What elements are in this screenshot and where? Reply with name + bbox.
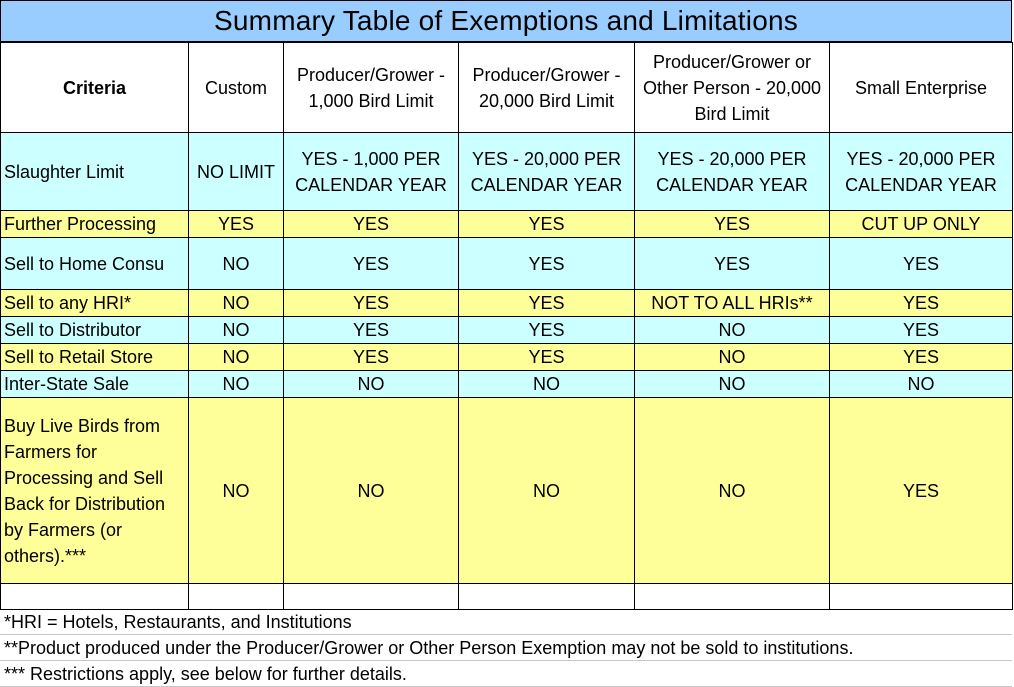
- table-cell: YES - 20,000 PER CALENDAR YEAR: [830, 133, 1013, 211]
- blank-row: [1, 584, 1013, 610]
- table-cell: NO: [635, 398, 830, 584]
- header-producer-1000: Producer/Grower - 1,000 Bird Limit: [284, 43, 459, 133]
- header-custom: Custom: [189, 43, 284, 133]
- footnotes: [0, 609, 1012, 687]
- table-row: [1, 238, 1013, 290]
- row-label: Slaughter Limit: [1, 133, 189, 211]
- header-criteria: Criteria: [1, 43, 189, 133]
- table-cell: YES: [284, 317, 459, 344]
- table-cell: NO: [189, 398, 284, 584]
- footnote-restrictions: *** Restrictions apply, see below for further details.: [0, 661, 1012, 687]
- table-row: [1, 398, 1013, 584]
- row-label: Sell to Retail Store: [1, 344, 189, 371]
- empty-cell: [830, 584, 1013, 610]
- table-cell: NO: [189, 371, 284, 398]
- table-cell: YES: [189, 211, 284, 238]
- row-label: Inter-State Sale: [1, 371, 189, 398]
- table-cell: YES: [459, 290, 635, 317]
- table-cell: YES - 20,000 PER CALENDAR YEAR: [459, 133, 635, 211]
- table-cell: YES: [830, 344, 1013, 371]
- table-cell: NO: [284, 398, 459, 584]
- table-cell: CUT UP ONLY: [830, 211, 1013, 238]
- footnote-hri: *HRI = Hotels, Restaurants, and Institutions: [0, 609, 1012, 635]
- row-label: Further Processing: [1, 211, 189, 238]
- table-cell: YES: [459, 344, 635, 371]
- row-label: Sell to Distributor: [1, 317, 189, 344]
- empty-cell: [635, 584, 830, 610]
- table-row: [1, 133, 1013, 211]
- exemptions-table: [0, 42, 1013, 610]
- table-cell: NO: [830, 371, 1013, 398]
- table-cell: YES: [830, 238, 1013, 290]
- table-row: [1, 317, 1013, 344]
- table-cell: NO: [189, 290, 284, 317]
- table-cell: YES: [459, 238, 635, 290]
- table-cell: NO: [189, 238, 284, 290]
- table-cell: YES: [830, 317, 1013, 344]
- empty-cell: [1, 584, 189, 610]
- table-cell: NOT TO ALL HRIs**: [635, 290, 830, 317]
- row-label: Sell to Home Consu: [1, 238, 189, 290]
- header-producer-20000: Producer/Grower - 20,000 Bird Limit: [459, 43, 635, 133]
- table-cell: YES: [459, 317, 635, 344]
- header-small-enterprise: Small Enterprise: [830, 43, 1013, 133]
- table-cell: YES: [830, 290, 1013, 317]
- row-label: Sell to any HRI*: [1, 290, 189, 317]
- table-title: Summary Table of Exemptions and Limitations: [0, 0, 1012, 42]
- empty-cell: [284, 584, 459, 610]
- empty-cell: [189, 584, 284, 610]
- table-cell: YES: [284, 211, 459, 238]
- table-cell: NO: [284, 371, 459, 398]
- table-row: [1, 371, 1013, 398]
- table-cell: YES: [635, 211, 830, 238]
- header-row: [1, 43, 1013, 133]
- table-cell: NO LIMIT: [189, 133, 284, 211]
- row-label: Buy Live Birds from Farmers for Processing and Sell Back for Distribution by Farmers (or others).***: [1, 398, 189, 584]
- table-cell: NO: [635, 344, 830, 371]
- table-cell: YES: [459, 211, 635, 238]
- table-cell: YES: [284, 238, 459, 290]
- footnote-institutions: **Product produced under the Producer/Grower or Other Person Exemption may not be sold to institutions.: [0, 635, 1012, 661]
- table-cell: NO: [189, 317, 284, 344]
- table-cell: YES - 20,000 PER CALENDAR YEAR: [635, 133, 830, 211]
- table-cell: YES: [830, 398, 1013, 584]
- empty-cell: [459, 584, 635, 610]
- table-row: [1, 344, 1013, 371]
- table-cell: NO: [635, 371, 830, 398]
- table-cell: NO: [635, 317, 830, 344]
- table-cell: YES: [635, 238, 830, 290]
- table-cell: NO: [459, 398, 635, 584]
- header-producer-other: Producer/Grower or Other Person - 20,000 Bird Limit: [635, 43, 830, 133]
- table-cell: YES: [284, 344, 459, 371]
- table-cell: NO: [459, 371, 635, 398]
- table-row: [1, 290, 1013, 317]
- table-cell: YES: [284, 290, 459, 317]
- table-row: [1, 211, 1013, 238]
- table-cell: NO: [189, 344, 284, 371]
- table-cell: YES - 1,000 PER CALENDAR YEAR: [284, 133, 459, 211]
